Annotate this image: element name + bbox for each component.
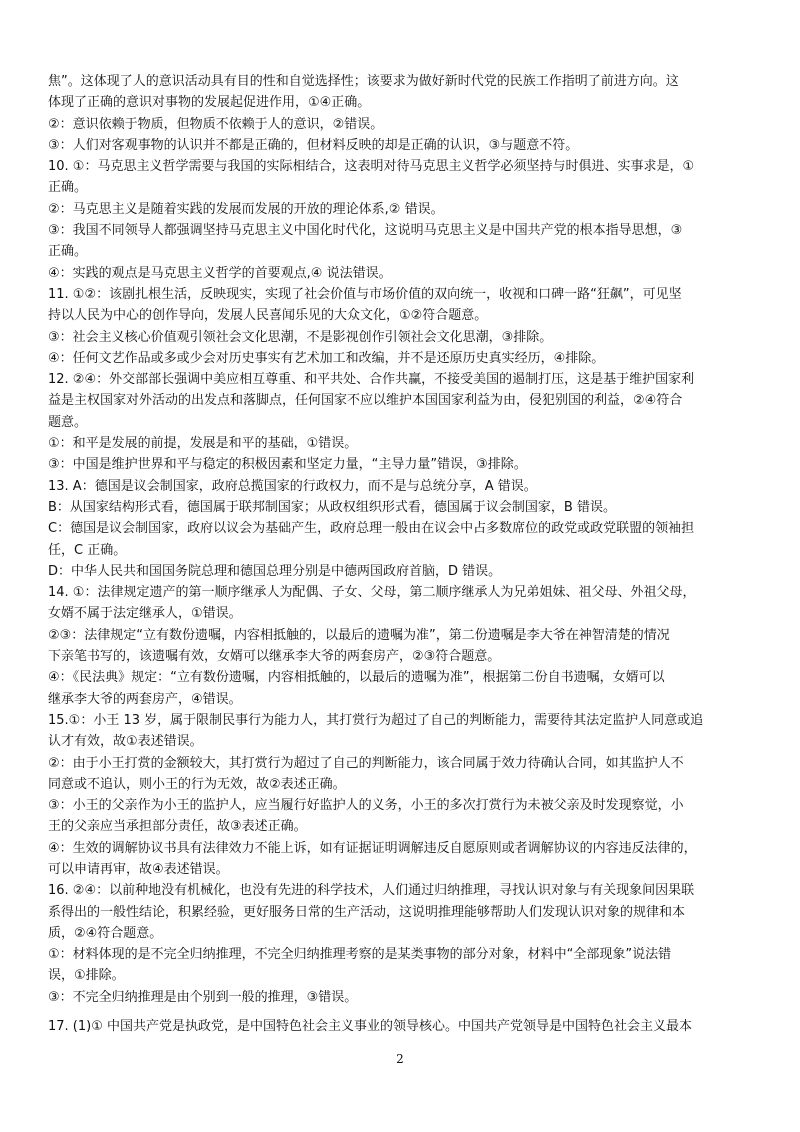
text-line: 任，C 正确。 — [48, 542, 127, 558]
text-line: ②：由于小王打赏的金额较大，其打赏行为超过了自己的判断能力，该合同属于效力待确认合同，如其监护人不 — [48, 755, 684, 771]
text-line: 17. (1)① 中国共产党是执政党，是中国特色社会主义事业的领导核心。中国共产党领导是中国特色社会主义最本 — [48, 1019, 693, 1035]
page-number: 2 — [396, 1052, 404, 1066]
text-line: ④：实践的观点是马克思主义哲学的首要观点,④ 说法错误。 — [48, 265, 392, 281]
text-line: 焦”。这体现了人的意识活动具有目的性和自觉选择性；该要求为做好新时代党的民族工作指明了前进方向。这 — [48, 74, 679, 89]
text-line: 正确。 — [48, 244, 88, 260]
text-line: ①：和平是发展的前提，发展是和平的基础，①错误。 — [48, 436, 358, 452]
text-line: ③：社会主义核心价值观引领社会文化思潮，不是影视创作引领社会文化思潮，③排除。 — [48, 329, 553, 345]
text-line: ③：不完全归纳推理是由个别到一般的推理，③错误。 — [48, 989, 358, 1005]
text-line: 质，②④符合题意。 — [48, 925, 163, 941]
text-line: ③：我国不同领导人都强调坚持马克思主义中国化时代化，这说明马克思主义是中国共产党的根本指导思想，③ — [48, 223, 683, 239]
text-line: ②：意识依赖于物质，但物质不依赖于人的意识，②错误。 — [48, 116, 384, 132]
text-line: 正确。 — [48, 180, 88, 196]
text-line: 益是主权国家对外活动的出发点和落脚点，任何国家不应以维护本国国家利益为由，侵犯别国的利益，②④符合 — [48, 393, 683, 409]
text-line: ③：中国是维护世界和平与稳定的积极因素和坚定力量，“主导力量”错误，③排除。 — [48, 457, 527, 473]
text-line: ④：任何文艺作品或多或少会对历史事实有艺术加工和改编，并不是还原历史真实经历，④排除。 — [48, 350, 605, 366]
text-line: 下亲笔书写的，该遗嘱有效，女婿可以继承李大爷的两套房产，②③符合题意。 — [48, 649, 501, 665]
text-line: 10. ①：马克思主义哲学需要与我国的实际相结合，这表明对待马克思主义哲学必须坚持与时俱进、实事求是，① — [48, 159, 695, 175]
text-line: 误，①排除。 — [48, 968, 125, 984]
text-line: 13. A：德国是议会制国家，政府总揽国家的行政权力，而不是与总统分享，A 错误。 — [48, 478, 537, 494]
text-line: 继承李大爷的两套房产，④错误。 — [48, 691, 242, 707]
text-line: ③：人们对客观事物的认识并不都是正确的，但材料反映的却是正确的认识，③与题意不符。 — [48, 137, 579, 153]
text-line: 题意。 — [48, 414, 88, 430]
answer-text-block — [48, 71, 760, 1037]
text-line: 14. ①：法律规定遗产的第一顺序继承人为配偶、子女、父母，第二顺序继承人为兄弟姐妹、祖父母、外祖父母， — [48, 585, 696, 601]
text-line: 体现了正确的意识对事物的发展起促进作用，①④正确。 — [48, 95, 371, 111]
text-line: B：从国家结构形式看，德国属于联邦制国家；从政权组织形式看，德国属于议会制国家，B 错误。 — [48, 499, 616, 515]
text-line: D：中华人民共和国国务院总理和德国总理分别是中德两国政府首脑，D 错误。 — [48, 563, 502, 579]
text-line: 系得出的一般性结论，积累经验，更好服务日常的生产活动，这说明推理能够帮助人们发现认识对象的规律和本 — [48, 904, 686, 920]
text-line: ②③：法律规定“立有数份遗嘱，内容相抵触的，以最后的遗嘱为准”，第二份遗嘱是李大爷在神智清楚的情况 — [48, 627, 670, 643]
text-line: ④：《民法典》规定：“立有数份遗嘱，内容相抵触的，以最后的遗嘱为准”，根据第二份自书遗嘱，女婿可以 — [48, 670, 665, 686]
text-line: 持以人民为中心的创作导向，发展人民喜闻乐见的大众文化，①②符合题意。 — [48, 308, 488, 324]
text-line: 王的父亲应当承担部分责任，故③表述正确。 — [48, 819, 307, 835]
text-line: 16. ②④：以前种地没有机械化，也没有先进的科学技术，人们通过归纳推理，寻找认识对象与有关现象间因果联 — [48, 883, 695, 899]
text-line: ④：生效的调解协议书具有法律效力不能上诉，如有证据证明调解违反自愿原则或者调解协议的内容违反法律的， — [48, 840, 697, 856]
text-line: 女婿不属于法定继承人，①错误。 — [48, 606, 242, 622]
text-line: 12. ②④：外交部部长强调中美应相互尊重、和平共处、合作共赢，不接受美国的遏制打压，这是基于维护国家利 — [48, 372, 695, 388]
text-line: C：德国是议会制国家，政府以议会为基础产生，政府总理一般由在议会中占多数席位的政党或政党联盟的领袖担 — [48, 521, 695, 537]
text-line: ②：马克思主义是随着实践的发展而发展的开放的理论体系,② 错误。 — [48, 201, 444, 217]
text-line: 可以申请再审，故④表述错误。 — [48, 861, 229, 877]
text-line: 15.①：小王 13 岁，属于限制民事行为能力人，其打赏行为超过了自己的判断能力，需要待其法定监护人同意或追 — [48, 712, 704, 728]
text-line: 同意或不追认，则小王的行为无效，故②表述正确。 — [48, 776, 346, 792]
text-line: 认才有效，故①表述错误。 — [48, 734, 203, 750]
text-line: ①：材料体现的是不完全归纳推理，不完全归纳推理考察的是某类事物的部分对象，材料中“全部现象”说法错 — [48, 947, 672, 963]
text-line: ③：小王的父亲作为小王的监护人，应当履行好监护人的义务，小王的多次打赏行为未被父亲及时发现察觉，小 — [48, 798, 684, 814]
paragraph-gap — [48, 1008, 760, 1016]
text-line: 11. ①②：该剧扎根生活，反映现实，实现了社会价值与市场价值的双向统一，收视和口碑一路“狂飙”，可见坚 — [48, 286, 682, 302]
